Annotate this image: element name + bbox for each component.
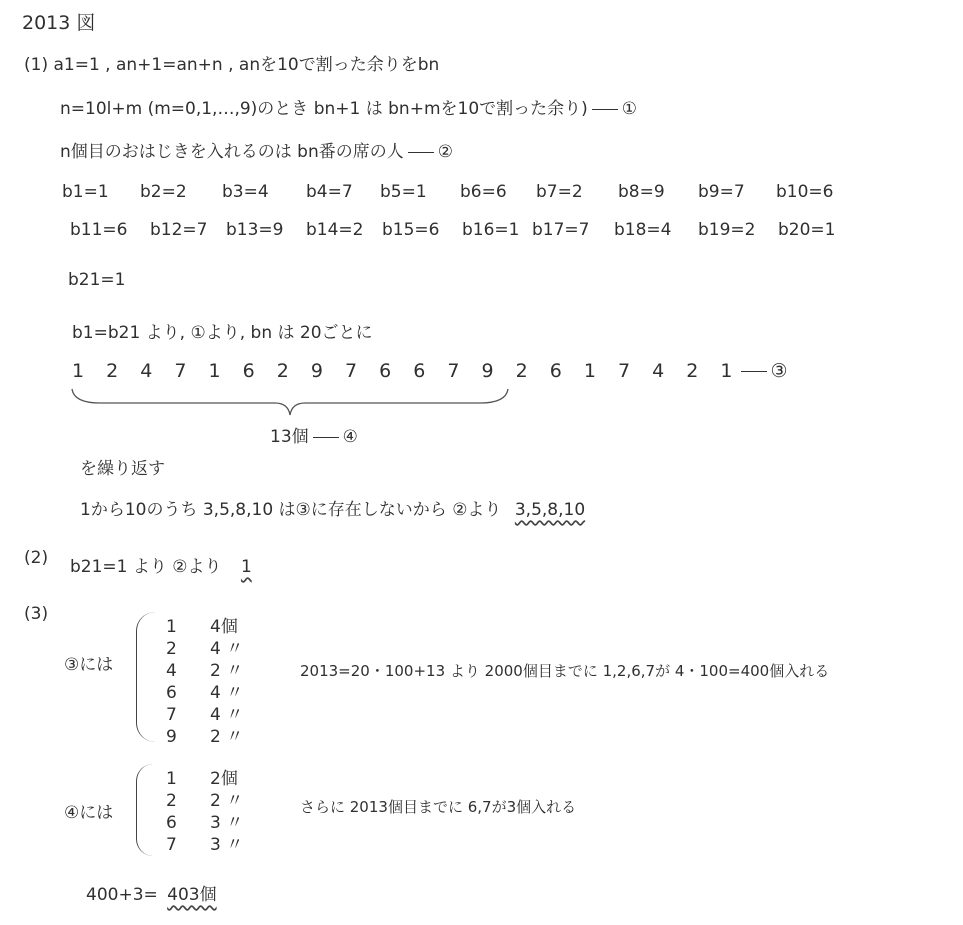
table-num: 6 [166,813,177,833]
table-count: 4 〃 [210,683,244,703]
dash-mark [741,371,767,372]
mark-4: ④ [342,427,358,447]
b-value: b4=7 [306,182,353,202]
mark-2: ② [437,142,453,162]
answer-2: 1 [240,557,252,577]
table-row [166,764,243,789]
mark-1: ① [621,99,638,119]
table-4-label: ④には [64,803,114,823]
table-count: 2個 [210,769,238,789]
table-3 [166,612,244,747]
p1-line2-text: n個目のおはじきを入れるのは bn番の席の人 [60,142,404,162]
b-value: b20=1 [778,220,836,240]
note-1: 2013=20・100+13 より 2000個目までに 1,2,6,7が 4・100=400個入れる [300,662,830,680]
count-13-text: 13個 [270,427,309,447]
b-value: b15=6 [382,220,440,240]
b-value: b8=9 [618,182,665,202]
b-value: b1=1 [62,182,109,202]
table-row [166,830,244,855]
table-3-label: ③には [64,655,114,675]
final-line [86,880,217,905]
b-value: b9=7 [698,182,745,202]
b21-value: b21=1 [68,270,126,290]
final-left: 400+3= [86,885,158,905]
b-value: b14=2 [306,220,364,240]
count-13 [270,422,358,447]
p1-line2 [60,137,453,162]
table-count: 4個 [210,617,238,637]
p2-label: (2) [24,548,49,568]
sequence [72,360,792,382]
table-num: 1 [166,617,177,637]
b-value: b19=2 [698,220,756,240]
dash-mark [408,152,434,153]
table-row [166,612,243,637]
table-row [166,656,244,681]
p2-line [70,552,252,577]
b-value: b18=4 [614,220,672,240]
table-count: 2 〃 [210,727,244,747]
note-2: さらに 2013個目までに 6,7が3個入れる [300,798,577,816]
table-row [166,700,244,725]
table-row [166,634,244,659]
mark-3: ③ [770,360,792,382]
table-count: 4 〃 [210,639,244,659]
conclusion [80,495,585,520]
b-value: b17=7 [532,220,590,240]
table-num: 2 [166,639,177,659]
b-value: b3=4 [222,182,269,202]
table-row [166,808,244,833]
b-value: b10=6 [776,182,834,202]
dash-mark [313,437,339,438]
table-num: 4 [166,661,177,681]
table-count: 3 〃 [210,835,244,855]
b-value: b12=7 [150,220,208,240]
table-count: 4 〃 [210,705,244,725]
answer-1: 3,5,8,10 [514,500,586,520]
b-value: b5=1 [380,182,427,202]
table-count: 2 〃 [210,791,244,811]
sequence-values: 1 2 4 7 1 6 2 9 7 6 6 7 9 2 6 1 7 4 2 1 [72,360,737,382]
b-value: b7=2 [536,182,583,202]
page-title: 2013 図 [22,12,96,34]
b-value: b13=9 [226,220,284,240]
dash-mark [592,109,618,110]
p1-title: (1) a1=1 , an+1=an+n , anを10で割った余りをbn [24,55,440,75]
table-num: 7 [166,705,177,725]
repeat-text: を繰り返す [80,459,165,479]
table-row [166,786,244,811]
p3-label: (3) [24,604,49,624]
p1-line1 [60,94,637,119]
p1-line1-text: n=10l+m (m=0,1,…,9)のとき bn+1 は bn+mを10で割った余り) [60,99,588,119]
b-value: b2=2 [140,182,187,202]
table-num: 7 [166,835,177,855]
table-row [166,678,244,703]
final-answer: 403個 [167,885,217,905]
p2-text: b21=1 より ②より [70,557,222,577]
table-num: 2 [166,791,177,811]
period-text: b1=b21 より, ①より, bn は 20ごとに [72,323,373,343]
b-value: b6=6 [460,182,507,202]
table-num: 9 [166,727,177,747]
b-value: b16=1 [462,220,520,240]
table-count: 3 〃 [210,813,244,833]
table-count: 2 〃 [210,661,244,681]
table-4 [166,764,244,855]
table-row [166,722,244,747]
table-num: 1 [166,769,177,789]
conclusion-text: 1から10のうち 3,5,8,10 は③に存在しないから ②より [80,500,502,520]
left-paren [136,612,155,742]
brace [70,385,510,419]
b-value: b11=6 [70,220,128,240]
left-paren [136,764,153,856]
table-num: 6 [166,683,177,703]
